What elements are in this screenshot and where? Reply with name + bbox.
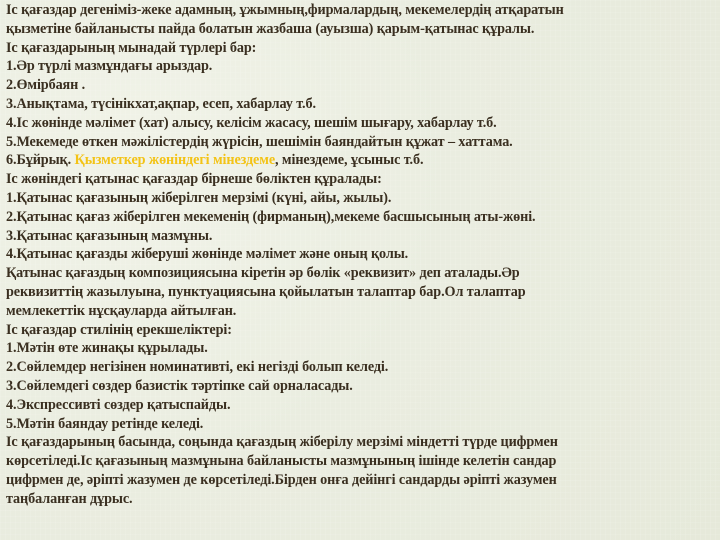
section-heading: Іс қағаздар стилінің ерекшеліктері:	[6, 321, 232, 338]
paragraph-line: көрсетіледі.Іс қағазының мазмұнына байланысты мазмұнының ішінде келетін сандар	[6, 453, 557, 470]
list-item: 2.Сөйлемдер негізінен номинативті, екі негізді болып келеді.	[6, 359, 389, 376]
list-item: 2.Өмірбаян .	[6, 77, 86, 94]
text-line: қызметіне байланысты пайда болатын жазбаша (ауызша) қарым-қатынас құралы.	[6, 20, 535, 37]
list-item: 3.Сөйлемдегі сөздер базистік тәртіпке сай орналасады.	[6, 377, 353, 394]
paragraph-line: Қатынас қағаздың композициясына кіретін әр бөлік «реквизит» деп аталады.Әр	[6, 265, 520, 282]
list-item-suffix: , мінездеме, ұсыныс т.б.	[275, 152, 424, 169]
list-item: 3.Қатынас қағазының мазмұны.	[6, 227, 213, 244]
paragraph-line: реквизиттің жазылуына, пунктуациясына қойылатын талаптар бар.Ол талаптар	[6, 283, 526, 300]
highlighted-link-text[interactable]: Қызметкер жөніндегі мінездеме	[74, 152, 276, 169]
text-line: Іс қағаздар дегеніміз-жеке адамның, ұжымның,фирмалардың, мекемелердің атқаратын	[6, 2, 564, 18]
document-text	[6, 1, 714, 509]
section-heading: Іс жөніндегі қатынас қағаздар бірнеше бөліктен құралады:	[6, 171, 382, 188]
list-item: 4.Іс жөнінде мәлімет (хат) алысу, келісім жасасу, шешім шығару, хабарлау т.б.	[6, 114, 497, 131]
list-item: 1.Қатынас қағазының жіберілген мерзімі (күні, айы, жылы).	[6, 189, 392, 206]
paragraph-line: цифрмен де, әріпті жазумен де көрсетіледі.Бірден онға дейінгі сандарды әріпті жазумен	[6, 471, 557, 488]
list-item: 5.Мәтін баяндау ретінде келеді.	[6, 415, 204, 432]
list-item: 5.Мекемеде өткен мәжілістердің жүрісін, шешімін баяндайтын құжат – хаттама.	[6, 133, 513, 150]
list-item: 3.Анықтама, түсінікхат,ақпар, есеп, хабарлау т.б.	[6, 95, 316, 112]
paragraph-line: мемлекеттік нұсқауларда айтылған.	[6, 302, 237, 319]
list-item: 4.Экспрессивті сөздер қатыспайды.	[6, 396, 231, 413]
list-item: 2.Қатынас қағаз жіберілген мекеменің (фирманың),мекеме басшысының аты-жөні.	[6, 208, 536, 225]
section-heading: Іс қағаздарының мынадай түрлері бар:	[6, 39, 257, 56]
paragraph-line: таңбаланған дұрыс.	[6, 490, 133, 507]
list-item-prefix: 6.Бұйрық.	[6, 152, 75, 169]
list-item: 1.Әр түрлі мазмұндағы арыздар.	[6, 58, 213, 75]
list-item: 4.Қатынас қағазды жіберуші жөнінде мәлімет және оның қолы.	[6, 246, 409, 263]
list-item	[6, 151, 714, 170]
paragraph-line: Іс қағаздарының басында, соңында қағаздың жіберілу мерзімі міндетті түрде цифрмен	[6, 434, 558, 451]
list-item: 1.Мәтін өте жинақы құрылады.	[6, 340, 208, 357]
